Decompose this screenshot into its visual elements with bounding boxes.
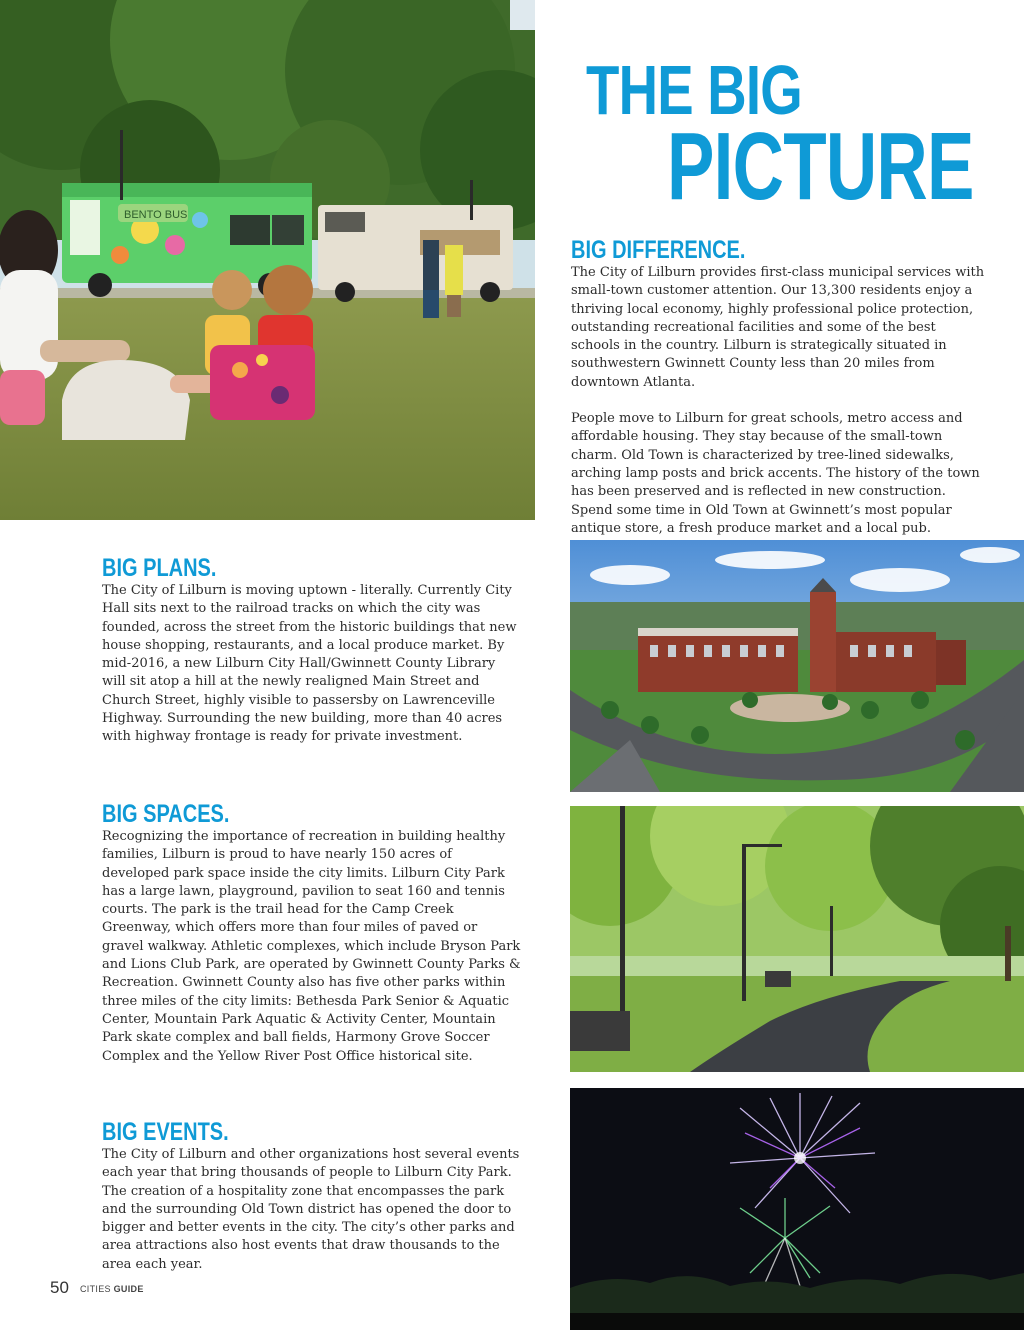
paragraph: The City of Lilburn provides first-class municipal services with small-town customer attention. Our 13,300 residents enjoy a thriving local economy, highly professional police protection, outstanding recreational facilities and some of the best schools in the country. Lilburn is strategically situated in southwestern Gwinnett County less than 20 miles from downtown Atlanta. bbox=[571, 265, 985, 390]
greenway-path-photo bbox=[570, 806, 1024, 1072]
paragraph: The City of Lilburn is moving uptown - literally. Currently City Hall sits next to the railroad tracks on which the city was founded, across the street from the historic buildings that new house shopping, restaurants, and a local produce market. By mid-2016, a new Lilburn City Hall/Gwinnett County Library will sit atop a hill at the newly realigned Main Street and Church Street, highly visible to passersby on Lawrenceville Highway. Surrounding the new building, more than 40 acres with highway frontage is ready for private investment. bbox=[102, 583, 517, 745]
page-number: 50 bbox=[50, 1278, 69, 1297]
page-title-line1: THE BIG bbox=[586, 51, 802, 129]
heading-big-plans: BIG PLANS. bbox=[102, 554, 217, 582]
park-food-trucks-photo bbox=[0, 0, 535, 520]
heading-big-difference: BIG DIFFERENCE. bbox=[571, 236, 746, 264]
paragraph: Recognizing the importance of recreation in building healthy families, Lilburn is proud to have nearly 150 acres of developed park space inside the city limits. Lilburn City Park has a large lawn, playground, pavilion to seat 160 and tennis courts. The park is the trail head for the Camp Creek Greenway, which offers more than four miles of paved or gravel walkway. Athletic complexes, which include Bryson Park and Lions Club Park, are operated by Gwinnett County Parks & Recreation. Gwinnett County also has five other parks within three miles of the city limits: Bethesda Park Senior & Aquatic Center, Mountain Park Aquatic & Activity Center, Mountain Park skate complex and ball fields, Harmony Grove Soccer Complex and the Yellow River Post Office historical site. bbox=[102, 829, 521, 1064]
body-big-spaces bbox=[102, 828, 522, 1084]
publication-name-bold: GUIDE bbox=[113, 1284, 144, 1294]
body-big-events bbox=[102, 1146, 522, 1292]
page-title-line2: PICTURE bbox=[667, 113, 974, 220]
paragraph: People move to Lilburn for great schools, metro access and affordable housing. They stay because of the small-town charm. Old Town is characterized by tree-lined sidewalks, arching lamp posts and brick accents. The history of the town has been preserved and is reflected in new construction. Spend some time in Old Town at Gwinnett’s most popular antique store, a fresh produce market and a local pub. bbox=[571, 411, 980, 536]
bento-bus-sign: BENTO BUS bbox=[124, 209, 188, 221]
paragraph: The City of Lilburn and other organizations host several events each year that bring thousands of people to Lilburn City Park. The creation of a hospitality zone that encompasses the park and the surrounding Old Town district has opened the door to bigger and better events in the city. The city’s other parks and area attractions also host events that draw thousands to the area each year. bbox=[102, 1147, 520, 1272]
fireworks-photo bbox=[570, 1088, 1024, 1330]
heading-big-spaces: BIG SPACES. bbox=[102, 800, 230, 828]
city-hall-rendering-photo bbox=[570, 540, 1024, 792]
body-big-plans bbox=[102, 582, 522, 765]
heading-big-events: BIG EVENTS. bbox=[102, 1118, 229, 1146]
body-big-difference bbox=[571, 264, 986, 556]
publication-name-light: CITIES bbox=[80, 1284, 111, 1294]
publication-name bbox=[80, 1284, 144, 1294]
